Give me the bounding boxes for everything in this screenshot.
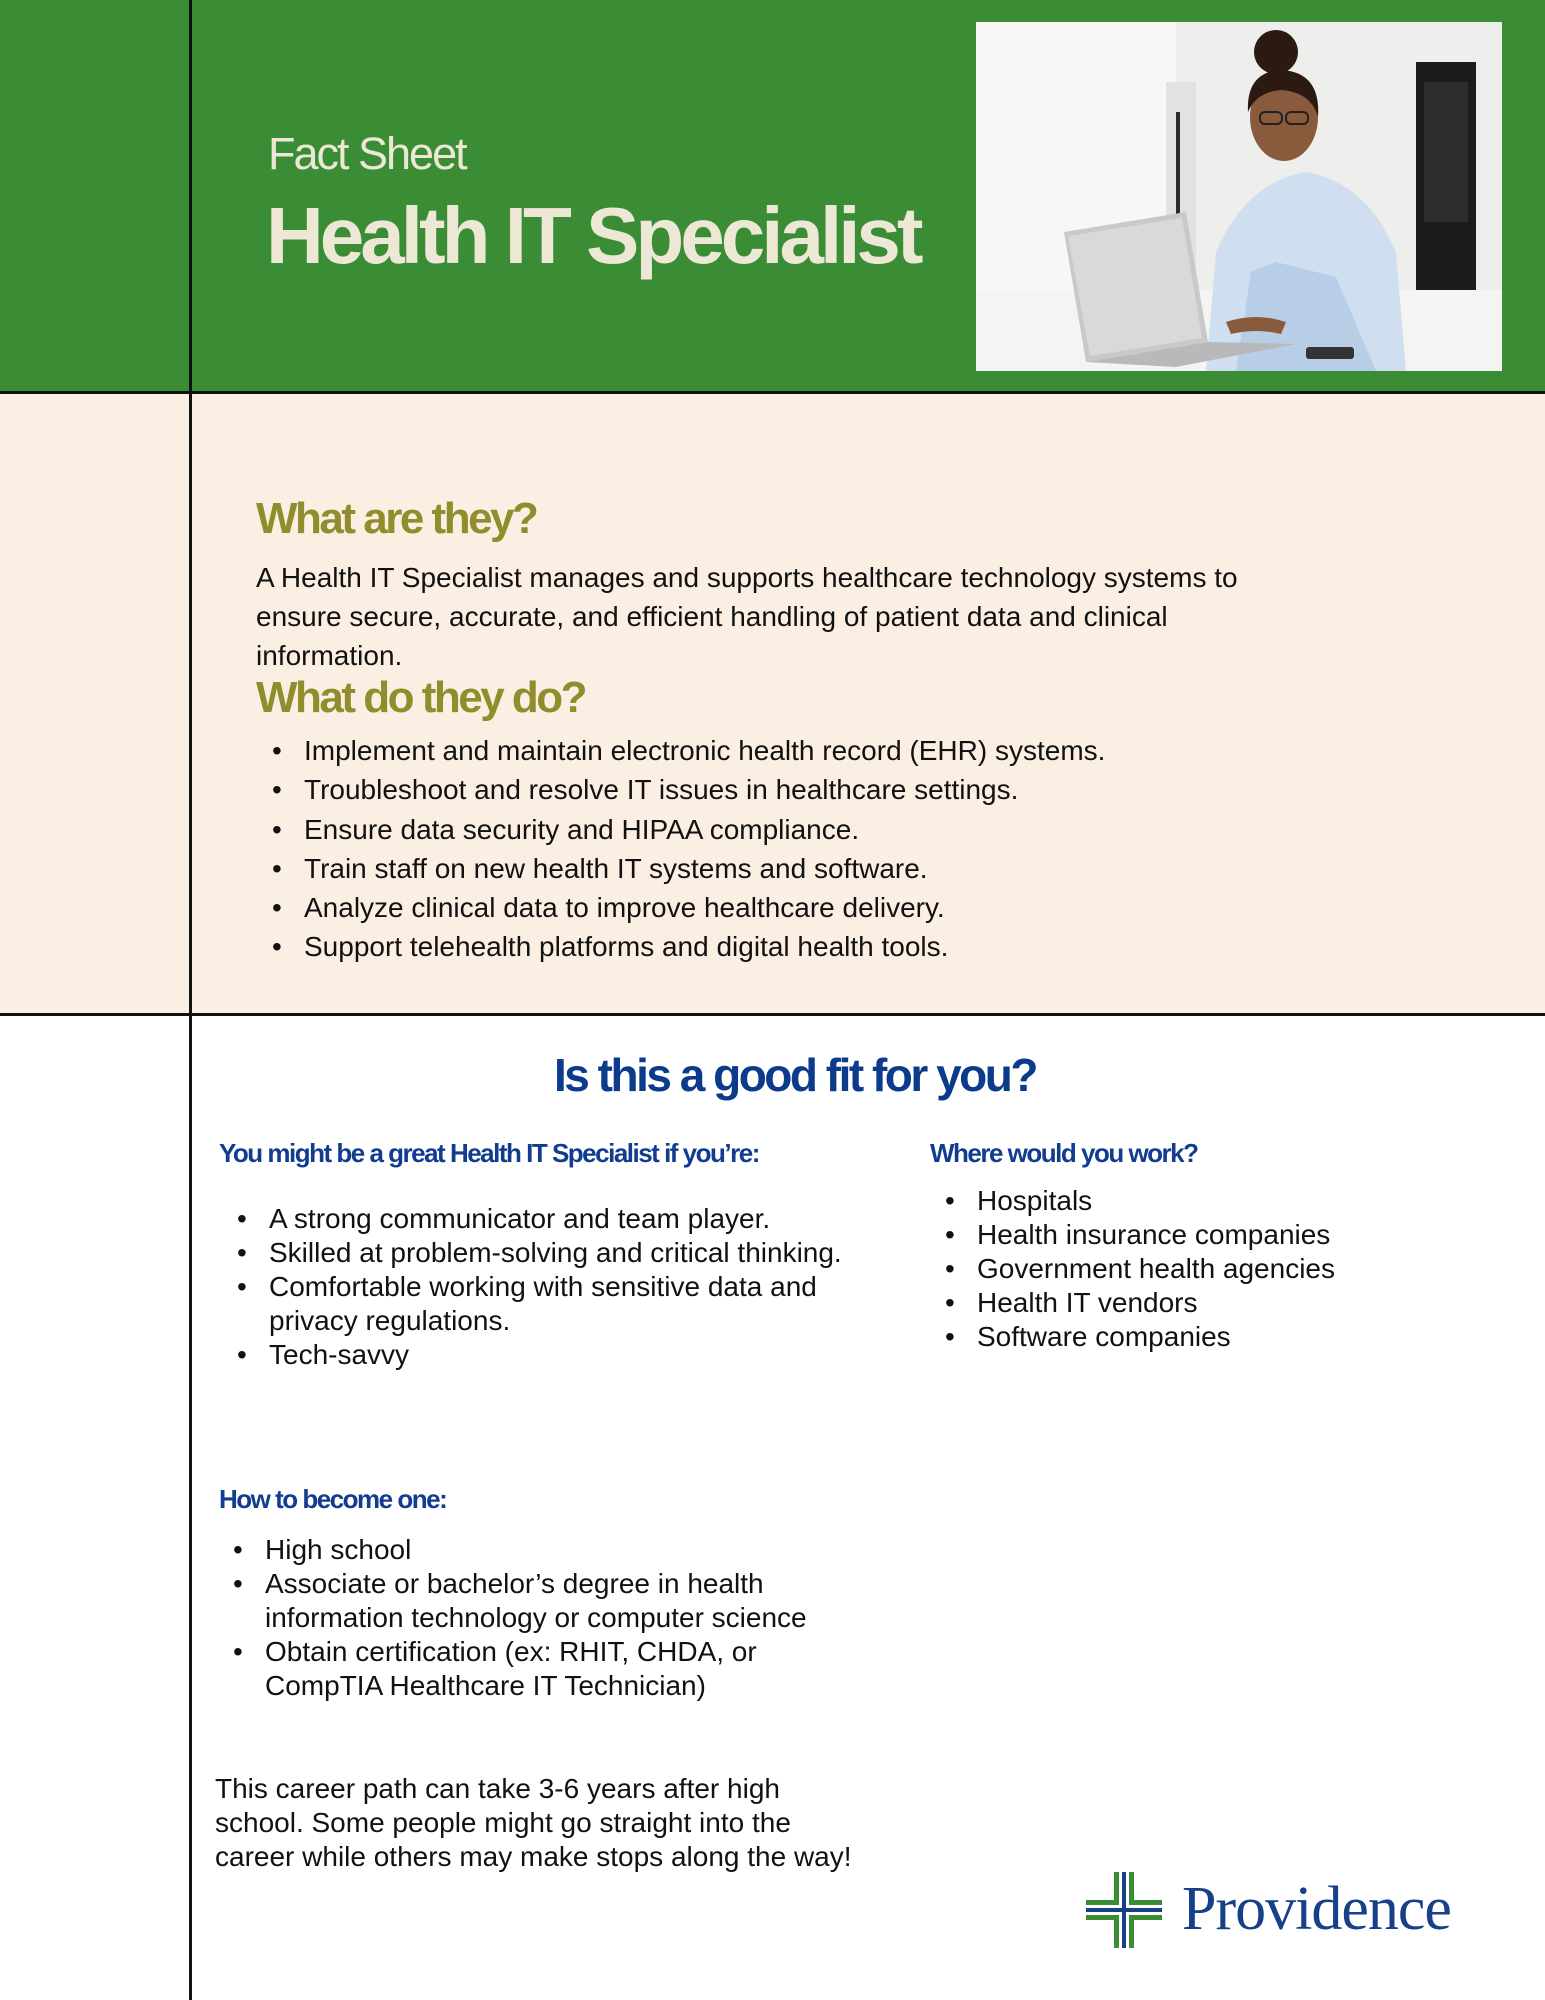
divider-top [0, 391, 1545, 394]
what-description: A Health IT Specialist manages and supports healthcare technology systems to ensure secure, accurate, and efficient handling of patient data and clinical information. [256, 562, 1238, 671]
list-item: • Obtain certification (ex: RHIT, CHDA, or CompTIA Healthcare IT Technician) [219, 1635, 859, 1703]
steps-list [219, 1533, 859, 1703]
list-item: • Comfortable working with sensitive data and privacy regulations. [223, 1270, 843, 1338]
list-item: • Tech-savvy [223, 1338, 843, 1372]
list-item: • A strong communicator and team player. [223, 1202, 843, 1236]
become-heading: How to become one: [219, 1484, 447, 1514]
list-item: • Train staff on new health IT systems and software. [258, 849, 1458, 888]
providence-logo [1086, 1872, 1506, 1952]
list-item: • Support telehealth platforms and digital health tools. [258, 927, 1458, 966]
providence-cross-icon [1086, 1872, 1162, 1948]
logo-wordmark: Providence [1182, 1875, 1451, 1943]
list-item: • Troubleshoot and resolve IT issues in healthcare settings. [258, 770, 1458, 809]
fit-heading: Is this a good fit for you? [554, 1049, 1036, 1101]
divider-middle [0, 1013, 1545, 1016]
list-item: • Implement and maintain electronic health record (EHR) systems. [258, 731, 1458, 770]
work-heading: Where would you work? [930, 1138, 1198, 1168]
page-title: Health IT Specialist [266, 191, 920, 280]
workplaces-list [931, 1184, 1531, 1354]
duties-list [258, 731, 1458, 967]
list-item: • Software companies [931, 1320, 1531, 1354]
list-item: • Hospitals [931, 1184, 1531, 1218]
list-item: • Health insurance companies [931, 1218, 1531, 1252]
doc-type-label: Fact Sheet [268, 128, 466, 179]
traits-list [223, 1202, 843, 1372]
list-item: • Skilled at problem-solving and critical thinking. [223, 1236, 843, 1270]
list-item: • High school [219, 1533, 859, 1567]
great-heading: You might be a great Health IT Specialist if you’re: [219, 1138, 759, 1168]
list-item: • Analyze clinical data to improve healthcare delivery. [258, 888, 1458, 927]
list-item: • Ensure data security and HIPAA compliance. [258, 810, 1458, 849]
list-item: • Associate or bachelor’s degree in health information technology or computer science [219, 1567, 859, 1635]
list-item: • Health IT vendors [931, 1286, 1531, 1320]
do-heading: What do they do? [256, 673, 586, 722]
woman-using-laptop-photo [976, 22, 1502, 371]
list-item: • Government health agencies [931, 1252, 1531, 1286]
vertical-rule [189, 0, 192, 2000]
career-path-note: This career path can take 3-6 years after high school. Some people might go straight into the career while others may make stops along the way! [215, 1773, 852, 1872]
what-heading: What are they? [256, 494, 537, 543]
